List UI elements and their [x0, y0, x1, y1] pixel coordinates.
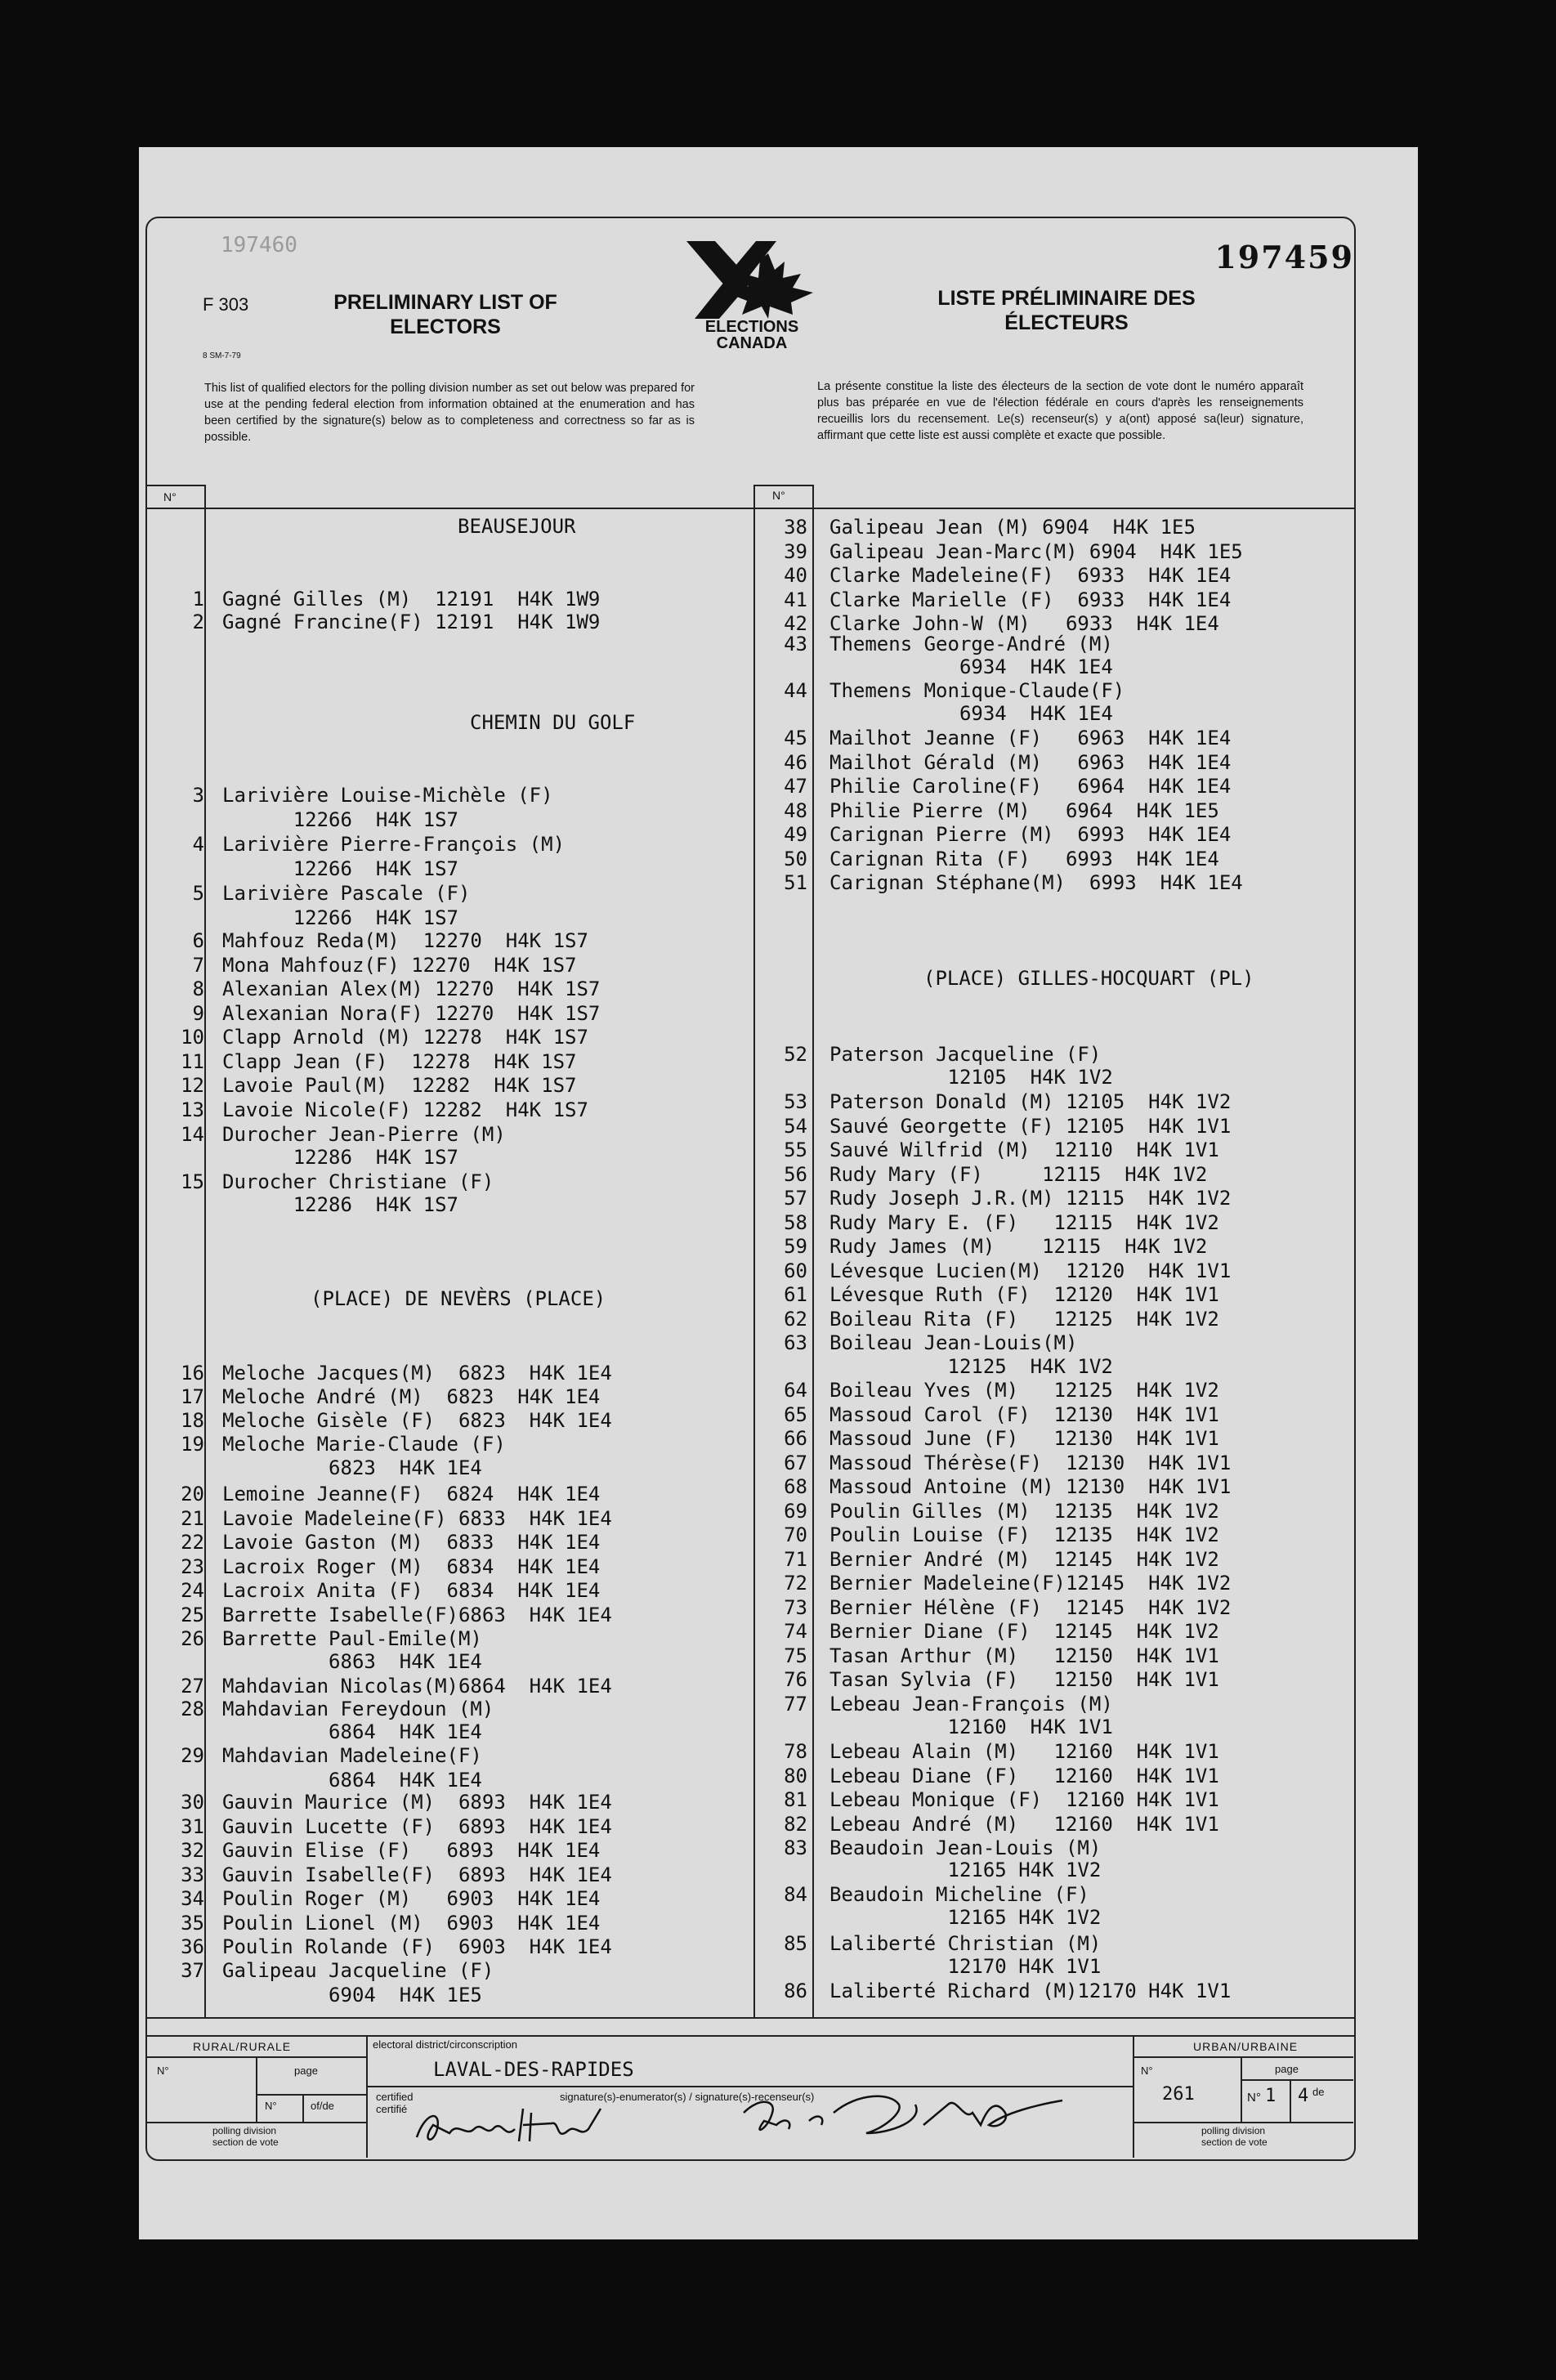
urban-of-label: de — [1312, 2086, 1325, 2098]
elector-number: 81 — [784, 1788, 807, 1811]
elector-entry: 6863 H4K 1E4 — [222, 1650, 482, 1673]
urban-polling-label-2: section de vote — [1201, 2136, 1268, 2148]
urban-page-divider — [1241, 2056, 1242, 2122]
elector-entry: 12266 H4K 1S7 — [222, 906, 458, 929]
elector-number: 38 — [784, 516, 807, 539]
logo-line2: CANADA — [716, 334, 788, 352]
elector-number: 61 — [784, 1283, 807, 1306]
intro-english: This list of qualified electors for the polling division number as set out below was prepared for use at the pending federal election from information obtained at the enumeration and has been certified by the signature(s) below as to completeness and correctness so far as is possible. — [204, 382, 695, 444]
elector-number: 39 — [784, 539, 807, 563]
elector-entry: Meloche Gisèle (F) 6823 H4K 1E4 — [222, 1409, 612, 1432]
rural-label: RURAL/RURALE — [193, 2040, 292, 2053]
elector-number: 76 — [784, 1668, 807, 1691]
urban-page-box-top — [1241, 2079, 1353, 2081]
elector-entry: Clapp Jean (F) 12278 H4K 1S7 — [222, 1049, 577, 1073]
elector-number: 35 — [181, 1911, 204, 1935]
elector-number: 67 — [784, 1451, 807, 1474]
elector-entry: Lavoie Paul(M) 12282 H4K 1S7 — [222, 1074, 577, 1097]
elector-entry: Poulin Gilles (M) 12135 H4K 1V2 — [829, 1499, 1219, 1523]
right-no-header: N° — [772, 489, 785, 502]
district-rule — [366, 2086, 1133, 2087]
form-date: 8 SM-7-79 — [203, 351, 241, 360]
elector-entry: Larivière Pascale (F) — [222, 882, 471, 905]
enumerator-signature-2-icon — [727, 2088, 1071, 2154]
footer-urban-divider — [1133, 2035, 1134, 2158]
rural-polling-label-2: section de vote — [212, 2136, 279, 2148]
elector-entry: 6934 H4K 1E4 — [829, 702, 1113, 725]
rural-page-box-left — [256, 2094, 257, 2122]
elector-entry: Lebeau Alain (M) 12160 H4K 1V1 — [829, 1740, 1219, 1763]
elector-number: 77 — [784, 1693, 807, 1716]
elector-entry: Lévesque Ruth (F) 12120 H4K 1V1 — [829, 1283, 1219, 1306]
elector-entry: Bernier Hélène (F) 12145 H4K 1V2 — [829, 1595, 1232, 1619]
rural-of-label: of/de — [311, 2100, 334, 2112]
elector-number: 42 — [784, 612, 807, 635]
elector-number: 17 — [181, 1385, 204, 1408]
elector-number: 55 — [784, 1139, 807, 1161]
elector-number: 11 — [181, 1049, 204, 1073]
elector-entry: Gauvin Maurice (M) 6893 H4K 1E4 — [222, 1791, 612, 1814]
elector-number: 33 — [181, 1863, 204, 1886]
elector-number: 58 — [784, 1210, 807, 1234]
elector-entry: Rudy James (M) 12115 H4K 1V2 — [829, 1235, 1208, 1258]
rural-bottom-rule — [145, 2122, 366, 2123]
elector-entry: Paterson Donald (M) 12105 H4K 1V2 — [829, 1090, 1232, 1113]
elector-number: 71 — [784, 1547, 807, 1571]
table-bottom-rule — [145, 2017, 1354, 2019]
urban-label-rule — [1133, 2056, 1353, 2058]
serial-number: 197459 — [1214, 239, 1354, 275]
elector-entry: Boileau Yves (M) 12125 H4K 1V2 — [829, 1379, 1219, 1402]
elector-number: 8 — [192, 978, 204, 1000]
elector-number: 85 — [784, 1932, 807, 1955]
certified-label-en: certified — [376, 2091, 414, 2103]
column-divider — [753, 485, 755, 2017]
elector-entry: Lévesque Lucien(M) 12120 H4K 1V1 — [829, 1259, 1232, 1282]
elector-entry: Beaudoin Jean-Louis (M) — [829, 1836, 1102, 1859]
elector-entry: Mahdavian Nicolas(M)6864 H4K 1E4 — [222, 1675, 612, 1698]
elector-number: 41 — [784, 588, 807, 611]
elector-number: 66 — [784, 1427, 807, 1450]
section-heading: BEAUSEJOUR — [458, 515, 576, 538]
elector-number: 54 — [784, 1114, 807, 1138]
elector-entry: Rudy Joseph J.R.(M) 12115 H4K 1V2 — [829, 1187, 1232, 1210]
urban-no-label: N° — [1141, 2065, 1153, 2077]
elector-number: 68 — [784, 1475, 807, 1498]
enumerator-signature-1-icon — [409, 2096, 613, 2154]
faint-serial-number: 197460 — [221, 233, 297, 257]
elector-entry: Mona Mahfouz(F) 12270 H4K 1S7 — [222, 953, 577, 977]
elector-entry: Poulin Louise (F) 12135 H4K 1V2 — [829, 1523, 1219, 1546]
elector-number: 40 — [784, 564, 807, 587]
elector-number: 50 — [784, 847, 807, 870]
elector-number: 60 — [784, 1259, 807, 1282]
elector-number: 44 — [784, 679, 807, 702]
elector-entry: Clapp Arnold (M) 12278 H4K 1S7 — [222, 1026, 588, 1049]
elector-entry: Poulin Rolande (F) 6903 H4K 1E4 — [222, 1935, 612, 1958]
elector-number: 74 — [784, 1620, 807, 1643]
elector-entry: Philie Caroline(F) 6964 H4K 1E4 — [829, 775, 1232, 798]
section-heading: (PLACE) GILLES-HOCQUART (PL) — [923, 967, 1254, 990]
elector-number: 80 — [784, 1764, 807, 1787]
elector-number: 84 — [784, 1883, 807, 1906]
elector-entry: Lebeau André (M) 12160 H4K 1V1 — [829, 1812, 1219, 1836]
elector-entry: Laliberté Richard (M)12170 H4K 1V1 — [829, 1980, 1232, 2002]
elector-entry: 12105 H4K 1V2 — [829, 1066, 1113, 1089]
elector-entry: 12160 H4K 1V1 — [829, 1716, 1113, 1738]
urban-polling-label-1: polling division — [1201, 2125, 1266, 2136]
district-label: electoral district/circonscription — [373, 2038, 518, 2051]
elector-entry: Lebeau Jean-François (M) — [829, 1693, 1113, 1716]
elector-entry: Lebeau Monique (F) 12160 H4K 1V1 — [829, 1788, 1219, 1811]
elector-number: 86 — [784, 1980, 807, 2002]
elector-number: 16 — [181, 1362, 204, 1385]
footer-rural-divider — [366, 2035, 368, 2158]
elector-entry: Gauvin Isabelle(F) 6893 H4K 1E4 — [222, 1863, 612, 1886]
urban-page-no-label: N° — [1247, 2091, 1261, 2105]
elector-entry: 12165 H4K 1V2 — [829, 1906, 1102, 1929]
title-french-line1: LISTE PRÉLIMINAIRE DES — [937, 287, 1196, 310]
elector-number: 20 — [181, 1483, 204, 1505]
rural-page-box-mid — [302, 2094, 304, 2122]
elector-entry: Barrette Paul-Emile(M) — [222, 1627, 482, 1650]
elector-number: 29 — [181, 1744, 204, 1767]
right-no-header-right — [812, 485, 814, 509]
elector-number: 51 — [784, 871, 807, 894]
elector-number: 19 — [181, 1433, 204, 1456]
elector-entry: Meloche André (M) 6823 H4K 1E4 — [222, 1385, 601, 1408]
elector-number: 28 — [181, 1698, 204, 1720]
document-sheet — [139, 147, 1418, 2239]
elector-number: 83 — [784, 1836, 807, 1859]
elector-entry: Carignan Stéphane(M) 6993 H4K 1E4 — [829, 871, 1243, 894]
rural-no-label: N° — [157, 2065, 169, 2077]
elector-entry: Clarke John-W (M) 6933 H4K 1E4 — [829, 612, 1219, 635]
elector-entry: Larivière Louise-Michèle (F) — [222, 784, 553, 807]
right-number-column-rule — [812, 508, 814, 2017]
elector-entry: Lavoie Gaston (M) 6833 H4K 1E4 — [222, 1531, 601, 1554]
elector-entry: Mailhot Gérald (M) 6963 H4K 1E4 — [829, 750, 1232, 774]
elector-entry: Larivière Pierre-François (M) — [222, 833, 566, 856]
urban-page-label: page — [1275, 2063, 1299, 2075]
elector-entry: Gauvin Elise (F) 6893 H4K 1E4 — [222, 1839, 601, 1862]
left-number-column-rule — [204, 485, 206, 2017]
elector-number: 45 — [784, 727, 807, 749]
elector-entry: Massoud Thérèse(F) 12130 H4K 1V1 — [829, 1451, 1232, 1474]
intro-french: La présente constitue la liste des électeurs de la section de vote dont le numéro apparaît plus bas préparée en vue de l'élection fédérale en cours d'après les renseignements recueillis lors du recensement. Le(s) recenseur(s) y a(ont) apposé sa(leur) signature, affirmant que cette liste est aussi complète et exacte que possible. — [817, 380, 1303, 442]
elector-number: 2 — [192, 611, 204, 633]
elector-number: 14 — [181, 1123, 204, 1146]
elector-entry: 6904 H4K 1E5 — [222, 1984, 482, 2006]
logo-line1: ELECTIONS — [704, 318, 799, 336]
elector-number: 57 — [784, 1187, 807, 1210]
elector-entry: Alexanian Alex(M) 12270 H4K 1S7 — [222, 978, 601, 1000]
elector-entry: Boileau Jean-Louis(M) — [829, 1331, 1078, 1354]
elector-entry: Rudy Mary (F) 12115 H4K 1V2 — [829, 1162, 1208, 1186]
elector-entry: Barrette Isabelle(F)6863 H4K 1E4 — [222, 1603, 612, 1626]
elector-number: 4 — [192, 833, 204, 856]
elector-entry: Lemoine Jeanne(F) 6824 H4K 1E4 — [222, 1483, 601, 1505]
elector-number: 31 — [181, 1814, 204, 1838]
title-english-line2: ELECTORS — [390, 315, 501, 338]
elector-entry: Paterson Jacqueline (F) — [829, 1043, 1102, 1066]
elector-number: 72 — [784, 1572, 807, 1595]
elector-entry: Poulin Roger (M) 6903 H4K 1E4 — [222, 1887, 601, 1910]
elector-entry: Carignan Rita (F) 6993 H4K 1E4 — [829, 847, 1219, 870]
elector-number: 25 — [181, 1603, 204, 1626]
elector-number: 12 — [181, 1074, 204, 1097]
elector-entry: Poulin Lionel (M) 6903 H4K 1E4 — [222, 1911, 601, 1935]
elector-number: 10 — [181, 1026, 204, 1049]
elector-number: 70 — [784, 1523, 807, 1546]
elector-entry: Lavoie Madeleine(F) 6833 H4K 1E4 — [222, 1506, 612, 1530]
elector-entry: Bernier Madeleine(F)12145 H4K 1V2 — [829, 1572, 1232, 1595]
elector-number: 48 — [784, 799, 807, 822]
elector-number: 13 — [181, 1098, 204, 1121]
elector-number: 78 — [784, 1740, 807, 1763]
urban-page-box-mid — [1290, 2079, 1291, 2122]
elector-number: 5 — [192, 882, 204, 905]
elector-entry: Galipeau Jacqueline (F) — [222, 1959, 494, 1982]
elector-entry: 12286 H4K 1S7 — [222, 1146, 458, 1169]
elector-entry: 6823 H4K 1E4 — [222, 1456, 482, 1479]
elector-number: 69 — [784, 1499, 807, 1523]
elector-entry: Mailhot Jeanne (F) 6963 H4K 1E4 — [829, 727, 1232, 749]
elector-entry: Gagné Gilles (M) 12191 H4K 1W9 — [222, 588, 601, 611]
elector-entry: Massoud June (F) 12130 H4K 1V1 — [829, 1427, 1219, 1450]
elector-entry: Tasan Arthur (M) 12150 H4K 1V1 — [829, 1644, 1219, 1667]
form-code: F 303 — [203, 294, 249, 315]
elector-entry: Massoud Carol (F) 12130 H4K 1V1 — [829, 1402, 1219, 1426]
elector-entry: Mahfouz Reda(M) 12270 H4K 1S7 — [222, 929, 588, 952]
elector-number: 73 — [784, 1595, 807, 1619]
rural-polling-label-1: polling division — [212, 2125, 277, 2136]
elector-number: 3 — [192, 784, 204, 807]
section-heading: (PLACE) DE NEVÈRS (PLACE) — [311, 1287, 606, 1310]
elector-entry: Beaudoin Micheline (F) — [829, 1883, 1089, 1906]
elector-number: 15 — [181, 1170, 204, 1193]
elector-entry: Lebeau Diane (F) 12160 H4K 1V1 — [829, 1764, 1219, 1787]
elector-entry: 12170 H4K 1V1 — [829, 1955, 1102, 1978]
elector-entry: Lacroix Anita (F) 6834 H4K 1E4 — [222, 1579, 601, 1602]
elector-entry: Galipeau Jean-Marc(M) 6904 H4K 1E5 — [829, 539, 1243, 563]
elector-number: 18 — [181, 1409, 204, 1432]
left-no-header-rule — [145, 485, 204, 486]
elector-number: 75 — [784, 1644, 807, 1667]
elector-entry: Sauvé Wilfrid (M) 12110 H4K 1V1 — [829, 1139, 1219, 1161]
elector-entry: Durocher Jean-Pierre (M) — [222, 1123, 506, 1146]
elector-entry: Gauvin Lucette (F) 6893 H4K 1E4 — [222, 1814, 612, 1838]
elector-number: 47 — [784, 775, 807, 798]
urban-page-total: 4 — [1298, 2086, 1309, 2106]
elector-number: 27 — [181, 1675, 204, 1698]
table-top-rule — [145, 508, 1354, 509]
elector-entry: Meloche Marie-Claude (F) — [222, 1433, 506, 1456]
elector-entry: 12165 H4K 1V2 — [829, 1859, 1102, 1881]
elector-entry: Durocher Christiane (F) — [222, 1170, 494, 1193]
elector-number: 6 — [192, 929, 204, 952]
elector-entry: 12266 H4K 1S7 — [222, 857, 458, 880]
rural-page-label: page — [294, 2065, 318, 2077]
elector-entry: 6934 H4K 1E4 — [829, 655, 1113, 678]
elector-entry: Mahdavian Madeleine(F) — [222, 1744, 482, 1767]
elector-number: 7 — [192, 953, 204, 977]
elector-number: 26 — [181, 1627, 204, 1650]
elector-entry: Gagné Francine(F) 12191 H4K 1W9 — [222, 611, 601, 633]
elector-entry: Sauvé Georgette (F) 12105 H4K 1V1 — [829, 1114, 1232, 1138]
elector-entry: Carignan Pierre (M) 6993 H4K 1E4 — [829, 823, 1232, 846]
elector-entry: Themens Monique-Claude(F) — [829, 679, 1125, 702]
elector-entry: Bernier André (M) 12145 H4K 1V2 — [829, 1547, 1219, 1571]
elector-number: 34 — [181, 1887, 204, 1910]
elector-number: 64 — [784, 1379, 807, 1402]
elector-number: 23 — [181, 1555, 204, 1578]
elector-entry: Meloche Jacques(M) 6823 H4K 1E4 — [222, 1362, 612, 1385]
elector-number: 30 — [181, 1791, 204, 1814]
elector-entry: Alexanian Nora(F) 12270 H4K 1S7 — [222, 1001, 601, 1025]
rural-page-no-label: N° — [265, 2100, 277, 2112]
district-value: LAVAL-DES-RAPIDES — [433, 2058, 634, 2081]
title-english-line1: PRELIMINARY LIST OF — [333, 291, 557, 314]
elector-entry: Boileau Rita (F) 12125 H4K 1V2 — [829, 1307, 1219, 1331]
elector-entry: Massoud Antoine (M) 12130 H4K 1V1 — [829, 1475, 1232, 1498]
elector-entry: Mahdavian Fereydoun (M) — [222, 1698, 494, 1720]
elector-entry: 12125 H4K 1V2 — [829, 1355, 1113, 1378]
footer-top-rule — [145, 2035, 1354, 2037]
signature-label: signature(s)-enumerator(s) / signature(s)-recenseur(s) — [560, 2091, 815, 2103]
elector-entry: Galipeau Jean (M) 6904 H4K 1E5 — [829, 516, 1196, 539]
urban-page-number: 1 — [1265, 2086, 1277, 2106]
elector-number: 46 — [784, 750, 807, 774]
elector-number: 32 — [181, 1839, 204, 1862]
elector-entry: 12266 H4K 1S7 — [222, 808, 458, 831]
left-no-header: N° — [163, 490, 177, 503]
title-french-line2: ÉLECTEURS — [1004, 311, 1129, 334]
elector-number: 9 — [192, 1001, 204, 1025]
elector-entry: 6864 H4K 1E4 — [222, 1769, 482, 1792]
elector-entry: 6864 H4K 1E4 — [222, 1720, 482, 1743]
elector-entry: Themens George-André (M) — [829, 633, 1113, 655]
elector-number: 36 — [181, 1935, 204, 1958]
elector-number: 1 — [192, 588, 204, 611]
elector-number: 24 — [181, 1579, 204, 1602]
elector-number: 63 — [784, 1331, 807, 1354]
elector-number: 43 — [784, 633, 807, 655]
title-french — [891, 286, 1242, 335]
elector-number: 59 — [784, 1235, 807, 1258]
urban-label: URBAN/URBAINE — [1193, 2040, 1299, 2053]
elector-entry: Bernier Diane (F) 12145 H4K 1V2 — [829, 1620, 1219, 1643]
title-english — [306, 290, 584, 339]
right-no-header-rule — [753, 485, 812, 486]
elector-number: 62 — [784, 1307, 807, 1331]
elector-number: 37 — [181, 1959, 204, 1982]
urban-bottom-rule — [1133, 2122, 1353, 2123]
urban-polling-number: 261 — [1162, 2084, 1195, 2105]
elector-number: 65 — [784, 1402, 807, 1426]
elector-number: 49 — [784, 823, 807, 846]
elector-number: 22 — [181, 1531, 204, 1554]
elector-entry: Philie Pierre (M) 6964 H4K 1E5 — [829, 799, 1219, 822]
elector-number: 53 — [784, 1090, 807, 1113]
elector-entry: Tasan Sylvia (F) 12150 H4K 1V1 — [829, 1668, 1219, 1691]
elector-number: 21 — [181, 1506, 204, 1530]
elector-entry: Rudy Mary E. (F) 12115 H4K 1V2 — [829, 1210, 1219, 1234]
section-heading: CHEMIN DU GOLF — [470, 711, 636, 734]
elector-number: 56 — [784, 1162, 807, 1186]
elector-entry: Laliberté Christian (M) — [829, 1932, 1102, 1955]
elector-entry: Lacroix Roger (M) 6834 H4K 1E4 — [222, 1555, 601, 1578]
elector-entry: Lavoie Nicole(F) 12282 H4K 1S7 — [222, 1098, 588, 1121]
elector-entry: Clarke Marielle (F) 6933 H4K 1E4 — [829, 588, 1232, 611]
logo-wordmark — [672, 319, 832, 351]
elector-number: 52 — [784, 1043, 807, 1066]
rural-page-box-top — [256, 2094, 366, 2096]
elector-entry: 12286 H4K 1S7 — [222, 1193, 458, 1216]
certified-label-fr: certifié — [376, 2103, 408, 2115]
elector-number: 82 — [784, 1812, 807, 1836]
elector-entry: Clarke Madeleine(F) 6933 H4K 1E4 — [829, 564, 1232, 587]
